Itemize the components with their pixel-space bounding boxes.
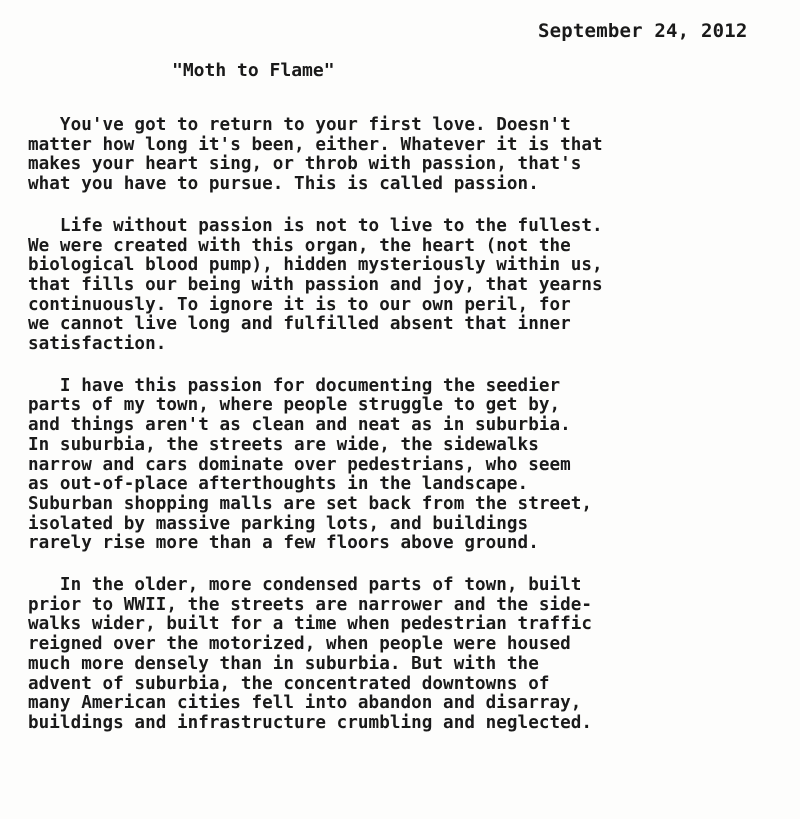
- text-line: Suburban shopping malls are set back from the street,: [28, 493, 593, 514]
- text-line: many American cities fell into abandon and disarray,: [28, 693, 582, 714]
- paragraph-4: [28, 576, 800, 734]
- text-line: advent of suburbia, the concentrated downtowns of: [28, 673, 550, 694]
- text-line: biological blood pump), hidden mysteriously within us,: [28, 255, 603, 276]
- text-line: parts of my town, where people struggle to get by,: [28, 395, 561, 416]
- paragraph-2: [28, 217, 800, 355]
- text-line: In suburbia, the streets are wide, the sidewalks: [28, 434, 539, 455]
- text-line: satisfaction.: [28, 334, 167, 355]
- text-line: much more densely than in suburbia. But with the: [28, 653, 539, 674]
- text-line: and things aren't as clean and neat as in suburbia.: [28, 415, 571, 436]
- text-line: reigned over the motorized, when people were housed: [28, 634, 571, 655]
- text-line: isolated by massive parking lots, and buildings: [28, 513, 529, 534]
- document-title: "Moth to Flame": [172, 60, 335, 81]
- text-line: what you have to pursue. This is called passion.: [28, 174, 539, 195]
- text-line: buildings and infrastructure crumbling and neglected.: [28, 712, 593, 733]
- text-line: Life without passion is not to live to the fullest.: [28, 215, 603, 236]
- text-line: walks wider, built for a time when pedestrian traffic: [28, 614, 593, 635]
- document-body: [28, 116, 800, 756]
- text-line: matter how long it's been, either. Whatever it is that: [28, 134, 603, 155]
- document-date: September 24, 2012: [538, 20, 748, 42]
- text-line: as out-of-place afterthoughts in the landscape.: [28, 474, 529, 495]
- text-line: continuously. To ignore it is to our own peril, for: [28, 294, 571, 315]
- text-line: prior to WWII, the streets are narrower and the side-: [28, 594, 593, 615]
- text-line: You've got to return to your first love. Doesn't: [28, 115, 571, 135]
- text-line: rarely rise more than a few floors above ground.: [28, 533, 539, 554]
- text-line: I have this passion for documenting the seedier: [28, 375, 561, 396]
- text-line: makes your heart sing, or throb with passion, that's: [28, 154, 582, 175]
- paragraph-1: [28, 116, 800, 195]
- text-line: We were created with this organ, the heart (not the: [28, 235, 571, 256]
- paragraph-3: [28, 377, 800, 554]
- text-line: we cannot live long and fulfilled absent that inner: [28, 314, 571, 335]
- text-line: In the older, more condensed parts of town, built: [28, 575, 582, 596]
- text-line: narrow and cars dominate over pedestrians, who seem: [28, 454, 571, 475]
- text-line: that fills our being with passion and joy, that yearns: [28, 274, 603, 295]
